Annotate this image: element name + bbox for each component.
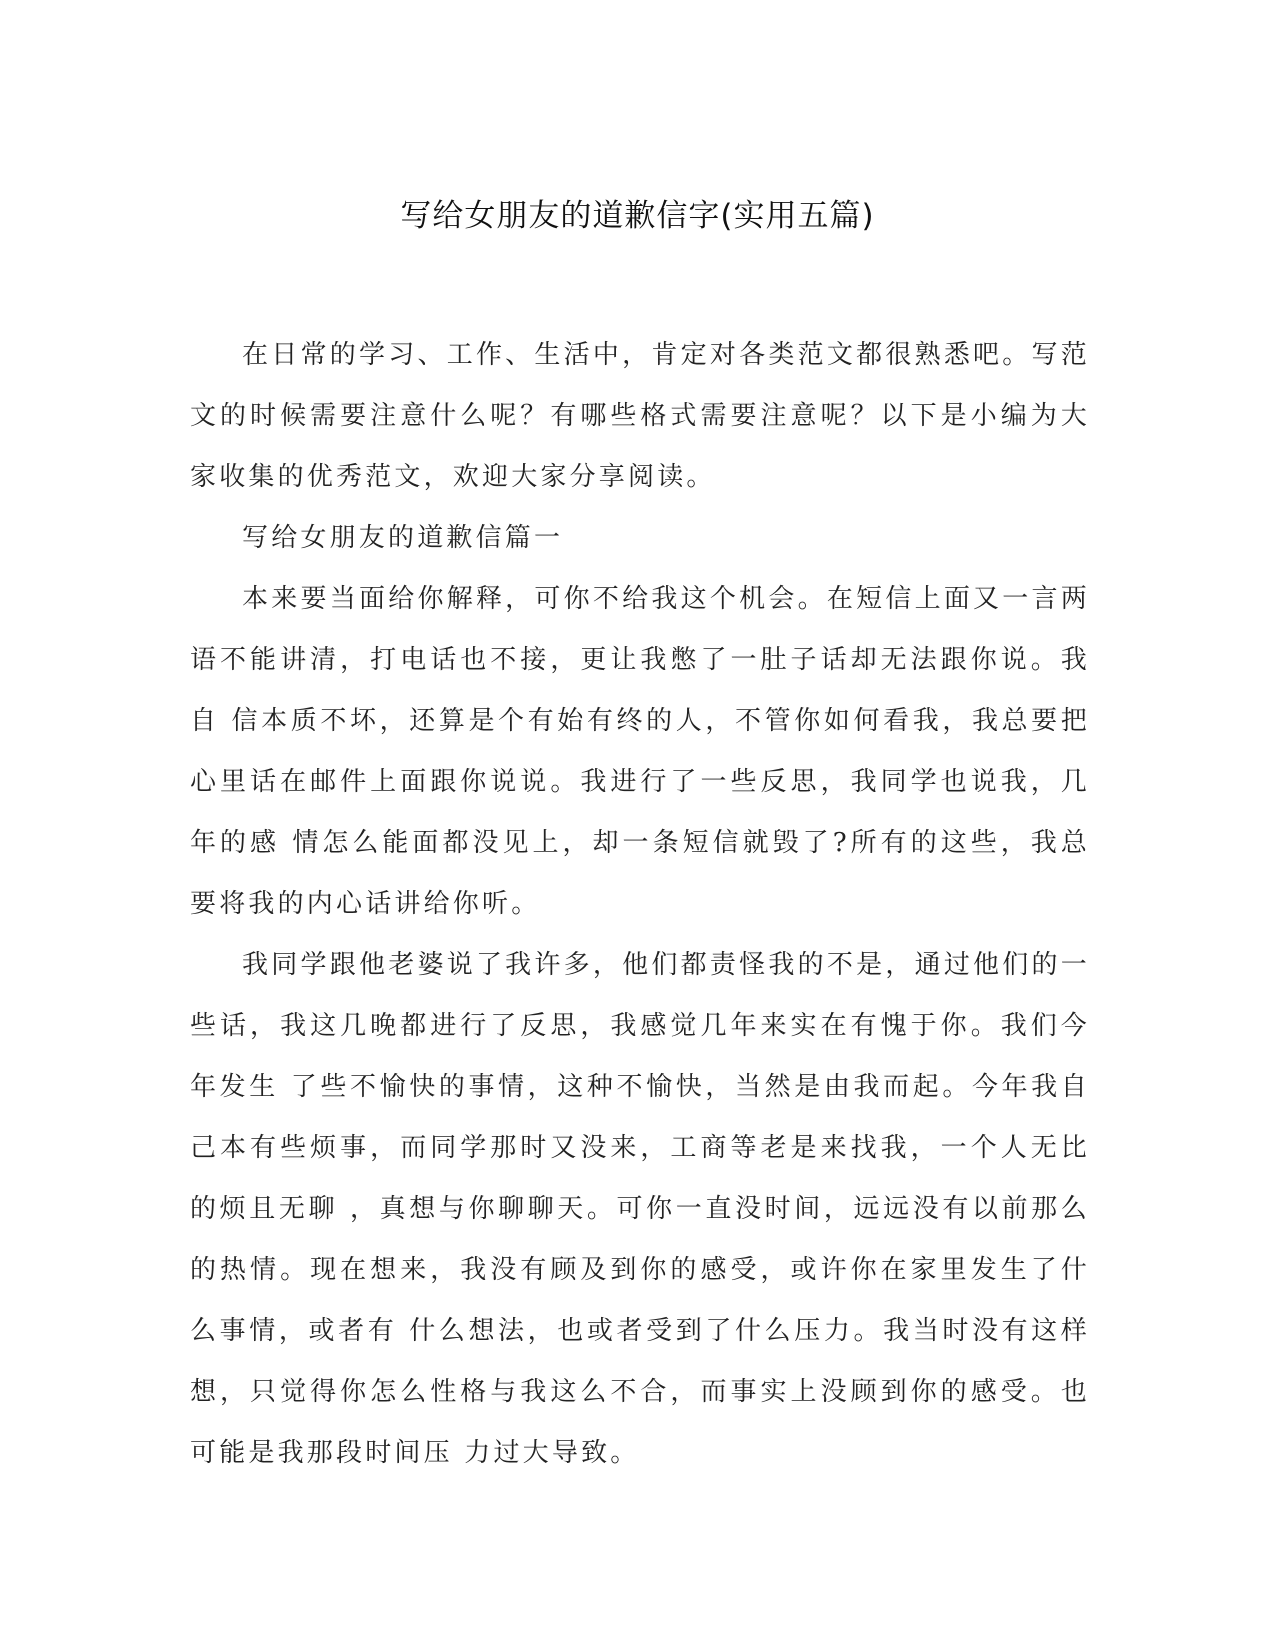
intro-paragraph: 在日常的学习、工作、生活中，肯定对各类范文都很熟悉吧。写范文的时候需要注意什么呢？有哪些格式需要注意呢？以下是小编为大家收集的优秀范文，欢迎大家分享阅读。 [190,340,1090,492]
document-title: 写给女朋友的道歉信字(实用五篇) [400,198,875,234]
document-body [190,325,1090,1484]
body-paragraph: 本来要当面给你解释，可你不给我这个机会。在短信上面又一言两语不能讲清，打电话也不接，更让我憋了一肚子话却无法跟你说。我自 信本质不坏，还算是个有始有终的人，不管你如何看我，我总要把心里话在邮件上面跟你说说。我进行了一些反思，我同学也说我，几年的感 情怎么能面都没见上，却一条短信就毁了?所有的这些，我总要将我的内心话讲给你听。 [190,584,1090,919]
body-paragraph: 我同学跟他老婆说了我许多，他们都责怪我的不是，通过他们的一些话，我这几晚都进行了反思，我感觉几年来实在有愧于你。我们今年发生 了些不愉快的事情，这种不愉快，当然是由我而起。今年我自己本有些烦事，而同学那时又没来，工商等老是来找我，一个人无比的烦且无聊 ，真想与你聊聊天。可你一直没时间，远远没有以前那么的热情。现在想来，我没有顾及到你的感受，或许你在家里发生了什么事情，或者有 什么想法，也或者受到了什么压力。我当时没有这样想，只觉得你怎么性格与我这么不合，而事实上没顾到你的感受。也可能是我那段时间压 力过大导致。 [190,950,1090,1468]
section-heading: 写给女朋友的道歉信篇一 [242,523,564,553]
